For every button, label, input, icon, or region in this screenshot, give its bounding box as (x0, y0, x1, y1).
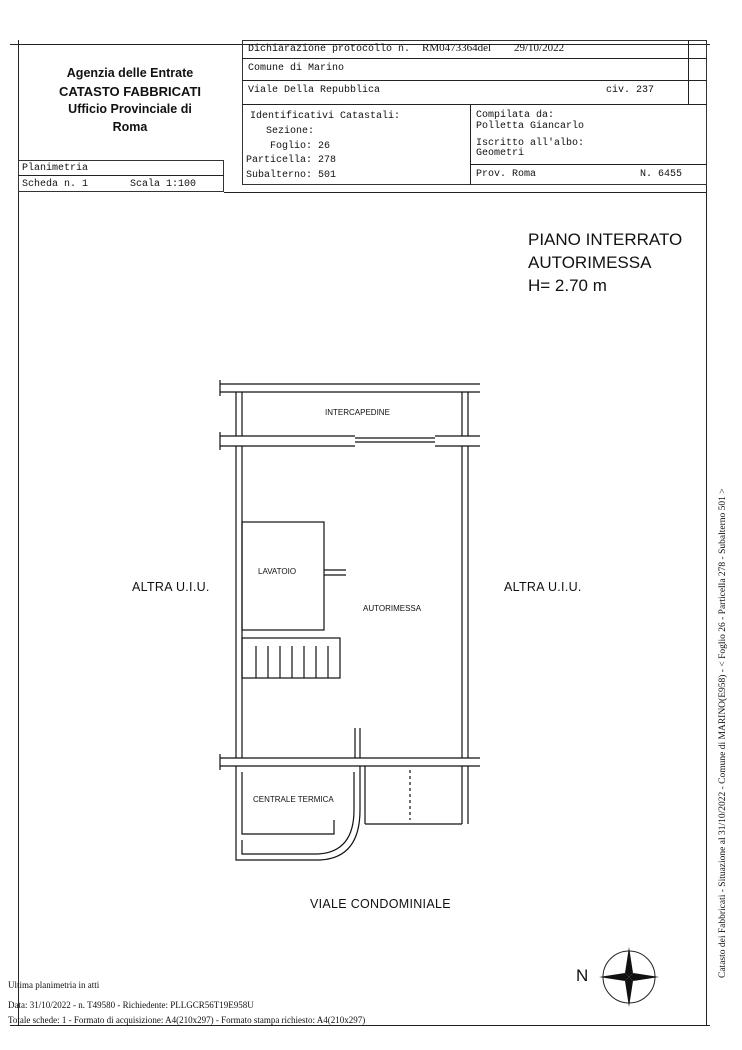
header-right-tick (688, 40, 689, 104)
footer-last-plan: Ultima planimetria in atti (8, 980, 100, 990)
viale-condominiale-label: VIALE CONDOMINIALE (310, 897, 451, 911)
use-title: AUTORIMESSA (528, 253, 652, 272)
province-label: Prov. Roma (476, 169, 537, 180)
foglio-label: Foglio: 26 (270, 141, 331, 152)
header-col-divider (470, 104, 471, 185)
catasto-title: CATASTO FABBRICATI (58, 84, 202, 99)
identifiers-title: Identificativi Catastali: (250, 111, 401, 122)
registered-value: Geometri (476, 148, 525, 159)
registration-number: N. 6455 (640, 169, 683, 180)
footer-format-info: Totale schede: 1 - Formato di acquisizione: A4(210x297) - Formato stampa richiesto: A4(210x297) (8, 1015, 366, 1025)
altra-uiu-left: ALTRA U.I.U. (132, 580, 210, 594)
height-title: H= 2.70 m (528, 276, 607, 295)
protocol-number: RM0473364del (422, 42, 492, 54)
frame-bottom-line (10, 1025, 710, 1026)
registered-label: Iscritto all'albo: (476, 138, 585, 149)
altra-uiu-right: ALTRA U.I.U. (504, 580, 582, 594)
centrale-termica-label: CENTRALE TERMICA (253, 795, 334, 804)
header-row-divider (242, 80, 707, 81)
lavatoio-label: LAVATOIO (258, 567, 297, 576)
header-row-divider (470, 164, 707, 165)
agency-name: Agenzia delle Entrate (66, 66, 194, 80)
floor-plan (200, 370, 500, 890)
planimetria-label: Planimetria (22, 163, 89, 174)
subalterno-label: Subalterno: 501 (246, 170, 337, 181)
protocol-date: 29/10/2022 (514, 42, 565, 54)
office-city: Roma (112, 120, 148, 134)
header-row-divider (242, 104, 707, 105)
comune-label: Comune di Marino (248, 63, 345, 74)
intercapedine-label: INTERCAPEDINE (325, 408, 390, 417)
north-label: N (576, 966, 589, 985)
header-row-divider (242, 58, 707, 59)
floor-title: PIANO INTERRATO (528, 230, 683, 249)
frame-right-line (706, 40, 707, 1025)
scala-label: Scala 1:100 (130, 179, 197, 190)
compass-icon (596, 944, 662, 1010)
plan-frame-top (224, 192, 706, 193)
sezione-label: Sezione: (266, 126, 315, 137)
particella-label: Particella: 278 (246, 155, 337, 166)
planimetria-divider (18, 175, 224, 176)
footer-request-info: Data: 31/10/2022 - n. T49580 - Richiedente: PLLGCR56T19E958U (8, 1000, 254, 1010)
compiled-by-label: Compilata da: (476, 110, 555, 121)
office-label: Ufficio Provinciale di (68, 102, 192, 116)
civic-number: civ. 237 (606, 85, 655, 96)
autorimessa-label: AUTORIMESSA (363, 604, 422, 613)
scheda-label: Scheda n. 1 (22, 179, 89, 190)
compiled-by-name: Polletta Giancarlo (476, 121, 585, 132)
plan-walls (220, 380, 480, 860)
protocol-label: Dichiarazione protocollo n. (248, 44, 411, 55)
side-situation-text: Catasto dei Fabbricati - Situazione al 31/10/2022 - Comune di MARINO(E958) - < Foglio 26 - Particella 278 - Subalterno 501 > (718, 488, 728, 978)
address-label: Viale Della Repubblica (248, 85, 381, 96)
